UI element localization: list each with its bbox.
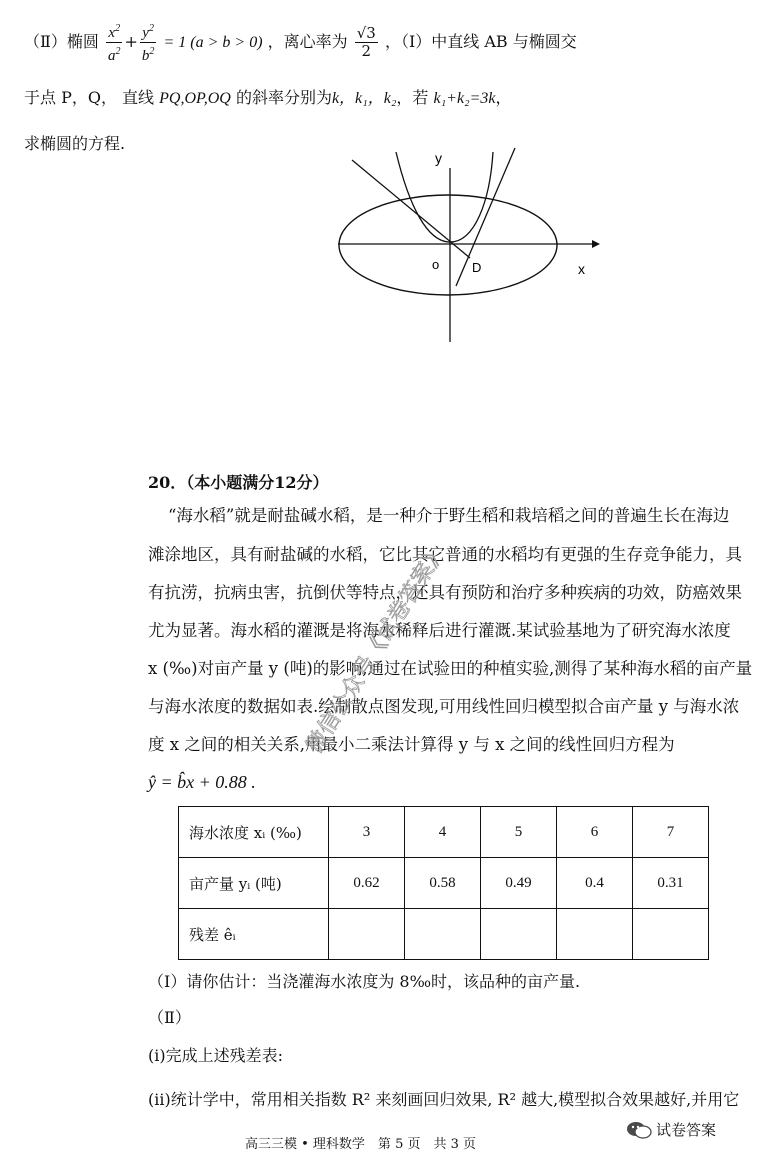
ellipse-diagram — [330, 140, 610, 360]
table-cell-empty — [405, 909, 481, 960]
ecc-frac: $\frac{√3}{2}$ — [356, 24, 376, 60]
q20-para-line: 有抗涝，抗病虫害，抗倒伏等特点，还具有预防和治疗多种疾病的功效，防癌效果 — [148, 583, 742, 602]
origin-label: o — [432, 257, 440, 272]
table-cell-empty — [481, 909, 557, 960]
x-axis-arrow — [592, 240, 600, 248]
line2-d: ， — [495, 88, 512, 107]
table-row — [179, 858, 709, 909]
table-cell: 4 — [405, 807, 481, 858]
q20-part2-ii: (ⅱ)统计学中，常用相关指数 R² 来刻画回归效果, R² 越大,模型拟合效果越好,并用它 — [148, 1090, 740, 1109]
row-label-concentration: 海水浓度 xᵢ (‰) — [179, 807, 329, 858]
watermark-text: 微信公众号《试卷答案》 — [301, 539, 452, 759]
table-cell: 7 — [633, 807, 709, 858]
table-cell: 0.4 — [557, 858, 633, 909]
ecc-text: ，离心率为 — [267, 32, 348, 51]
q20-para-line: x (‰)对亩产量 y (吨)的影响,通过在试验田的种植实验,测得了某种海水稻的亩产量 — [148, 659, 753, 678]
q20-part1: （Ⅰ）请你估计：当浇灌海水浓度为 8‰时，该品种的亩产量. — [148, 972, 581, 991]
q19-line1-suffix: ，（Ⅰ）中直线 AB 与椭圆交 — [384, 32, 577, 51]
line2-b: 的斜率分别为 — [230, 88, 332, 107]
q19-part2-line2 — [24, 88, 512, 109]
table-cell-empty — [633, 909, 709, 960]
q20-title: 20．（本小题满分12分） — [148, 473, 329, 492]
q20-para-line: 与海水浓度的数据如表.绘制散点图发现,可用线性回归模型拟合亩产量 y 与海水浓 — [148, 697, 740, 716]
q20-para-line: “海水稻”就是耐盐碱水稻，是一种介于野生稻和栽培稻之间的普遍生长在海边 — [168, 506, 730, 525]
table-cell-empty — [557, 909, 633, 960]
line2-c: ，若 — [396, 88, 434, 107]
table-cell: 0.62 — [329, 858, 405, 909]
ellipse-curve — [339, 195, 557, 295]
x-axis-label: x — [578, 261, 585, 277]
table-cell: 5 — [481, 807, 557, 858]
line2-vars: k，k₁，k₂ — [331, 90, 397, 107]
table-cell: 0.49 — [481, 858, 557, 909]
q20-para-line: 尤为显著。海水稻的灌溉是将海水稀释后进行灌溉.某试验基地为了研究海水浓度 — [148, 621, 731, 640]
badge-text: 试卷答案 — [656, 1121, 717, 1139]
regression-equation: ŷ = b̂x + 0.88 . — [148, 772, 256, 792]
q20-part2-i: (ⅰ)完成上述残差表: — [148, 1046, 283, 1065]
q19-part2-line1: （Ⅱ）椭圆 $\frac{x^2}{a^2}$ + $\frac{y^2}{b^2}$ = 1 (a > b > 0) ，离心率为 $\frac{√3}{2}$ ，（Ⅰ）中直线 AB 与椭圆交 — [24, 20, 577, 65]
page-footer: 高三三模 • 理科数学 第 5 页 共 3 页 — [245, 1137, 477, 1152]
row-label-residual: 残差 êᵢ — [179, 909, 329, 960]
line-left — [352, 160, 470, 258]
table-row — [179, 909, 709, 960]
q20-part2: （Ⅱ） — [148, 1008, 191, 1027]
line-right — [456, 148, 515, 286]
source-badge — [626, 1119, 716, 1140]
wechat-icon — [626, 1120, 652, 1140]
q20-para-line: 滩涂地区，具有耐盐碱的水稻，它比其它普通的水稻均有更强的生存竞争能力，具 — [148, 545, 742, 564]
line2-cond: k₁+k₂=3k — [433, 90, 496, 107]
data-table — [178, 806, 709, 960]
q19-part2-line3: 求椭圆的方程. — [24, 134, 126, 153]
q20-para-line: 度 x 之间的相关关系,用最小二乘法计算得 y 与 x 之间的线性回归方程为 — [148, 735, 675, 754]
point-d-label: D — [472, 260, 482, 275]
table-cell: 3 — [329, 807, 405, 858]
y-axis-label: y — [435, 150, 442, 166]
table-cell: 0.58 — [405, 858, 481, 909]
table-cell: 6 — [557, 807, 633, 858]
line2-lines: PQ,OP,OQ — [159, 90, 231, 107]
ellipse-frac-y: $\frac{y^2}{b^2}$ — [140, 20, 157, 65]
q19-prefix: （Ⅱ）椭圆 — [24, 32, 99, 51]
table-cell: 0.31 — [633, 858, 709, 909]
row-label-yield: 亩产量 yᵢ (吨) — [179, 858, 329, 909]
ellipse-rhs: = 1 (a > b > 0) — [163, 34, 263, 51]
ellipse-frac-x: $\frac{x^2}{a^2}$ — [106, 20, 123, 65]
table-cell-empty — [329, 909, 405, 960]
line2-a: 于点 P，Q， 直线 — [24, 88, 160, 107]
table-row — [179, 807, 709, 858]
